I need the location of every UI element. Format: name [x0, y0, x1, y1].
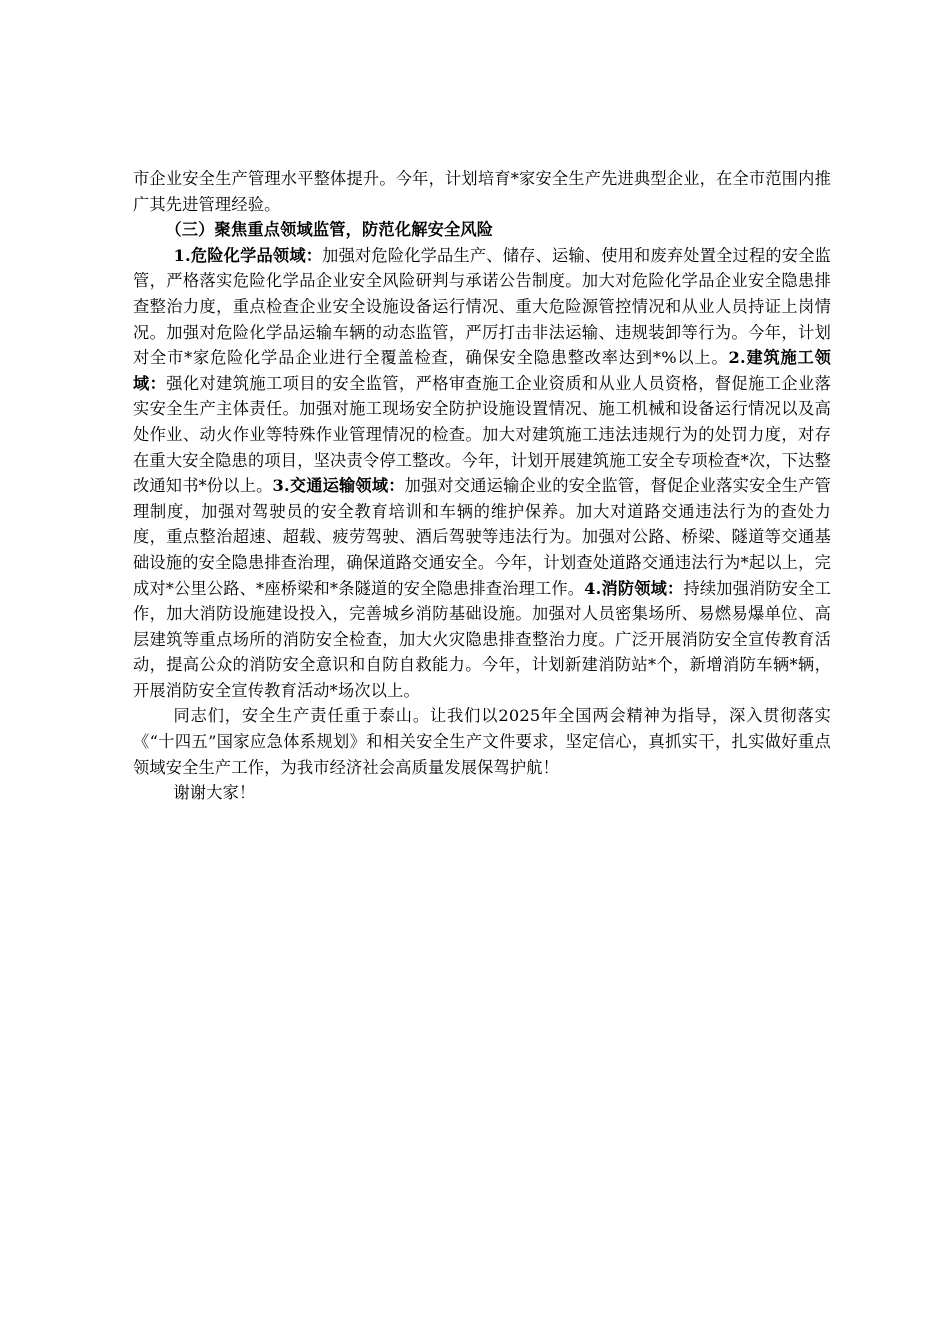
area-title-hazardous-chemicals: 1.危险化学品领域： [173, 245, 323, 265]
section-heading: （三）聚焦重点领域监管，防范化解安全风险 [165, 220, 494, 240]
intro-paragraph: 市企业安全生产管理水平整体提升。今年，计划培育*家安全生产先进典型企业，在全市范围内推广其先进管理经验。 [133, 169, 831, 214]
area-title-construction: 2.建筑施工领域： [133, 348, 831, 393]
area-title-transportation: 3.交通运输领域： [272, 476, 405, 496]
document-page [133, 166, 831, 806]
area-body-transportation: 加强对交通运输企业的安全监管，督促企业落实安全生产管理制度，加强对驾驶员的安全教育培训和车辆的维护保养。加大对道路交通违法行为的查处力度，重点整治超速、超载、疲劳驾驶、酒后驾驶等违法行为。加强对公路、桥梁、隧道等交通基础设施的安全隐患排查治理，确保道路交通安全。今年，计划查处道路交通违法行为*起以上，完成对*公里公路、*座桥梁和*条隧道的安全隐患排查治理工作。 [133, 476, 831, 598]
area-title-fire-protection: 4.消防领域： [584, 578, 684, 598]
focus-areas-paragraph [133, 243, 831, 704]
area-body-construction: 强化对建筑施工项目的安全监管，严格审查施工企业资质和从业人员资格，督促施工企业落实安全生产主体责任。加强对施工现场安全防护设施设置情况、施工机械和设备运行情况以及高处作业、动火作业等特殊作业管理情况的检查。加大对建筑施工违法违规行为的处罚力度，对存在重大安全隐患的项目，坚决责令停工整改。今年，计划开展建筑施工安全专项检查*次，下达整改通知书*份以上。 [133, 373, 831, 496]
area-body-hazardous-chemicals: 加强对危险化学品生产、储存、运输、使用和废弃处置全过程的安全监管，严格落实危险化学品企业安全风险研判与承诺公告制度。加大对危险化学品企业安全隐患排查整治力度，重点检查企业安全设施设备运行情况、重大危险源管控情况和从业人员持证上岗情况。加强对危险化学品运输车辆的动态监管，严厉打击非法运输、违规装卸等行为。今年，计划对全市*家危险化学品企业进行全覆盖检查，确保安全隐患整改率达到*%以上。 [133, 245, 831, 368]
area-body-fire-protection: 持续加强消防安全工作，加大消防设施建设投入，完善城乡消防基础设施。加强对人员密集场所、易燃易爆单位、高层建筑等重点场所的消防安全检查，加大火灾隐患排查整治力度。广泛开展消防安全宣传教育活动，提高公众的消防安全意识和自防自救能力。今年，计划新建消防站*个，新增消防车辆*辆，开展消防安全宣传教育活动*场次以上。 [133, 578, 831, 700]
closing-paragraph: 同志们，安全生产责任重于泰山。让我们以2025年全国两会精神为指导，深入贯彻落实《“十四五”国家应急体系规划》和相关安全生产文件要求，坚定信心，真抓实干，扎实做好重点领域安全生产工作，为我市经济社会高质量发展保驾护航！ [133, 706, 831, 777]
thanks-line: 谢谢大家！ [173, 783, 256, 803]
